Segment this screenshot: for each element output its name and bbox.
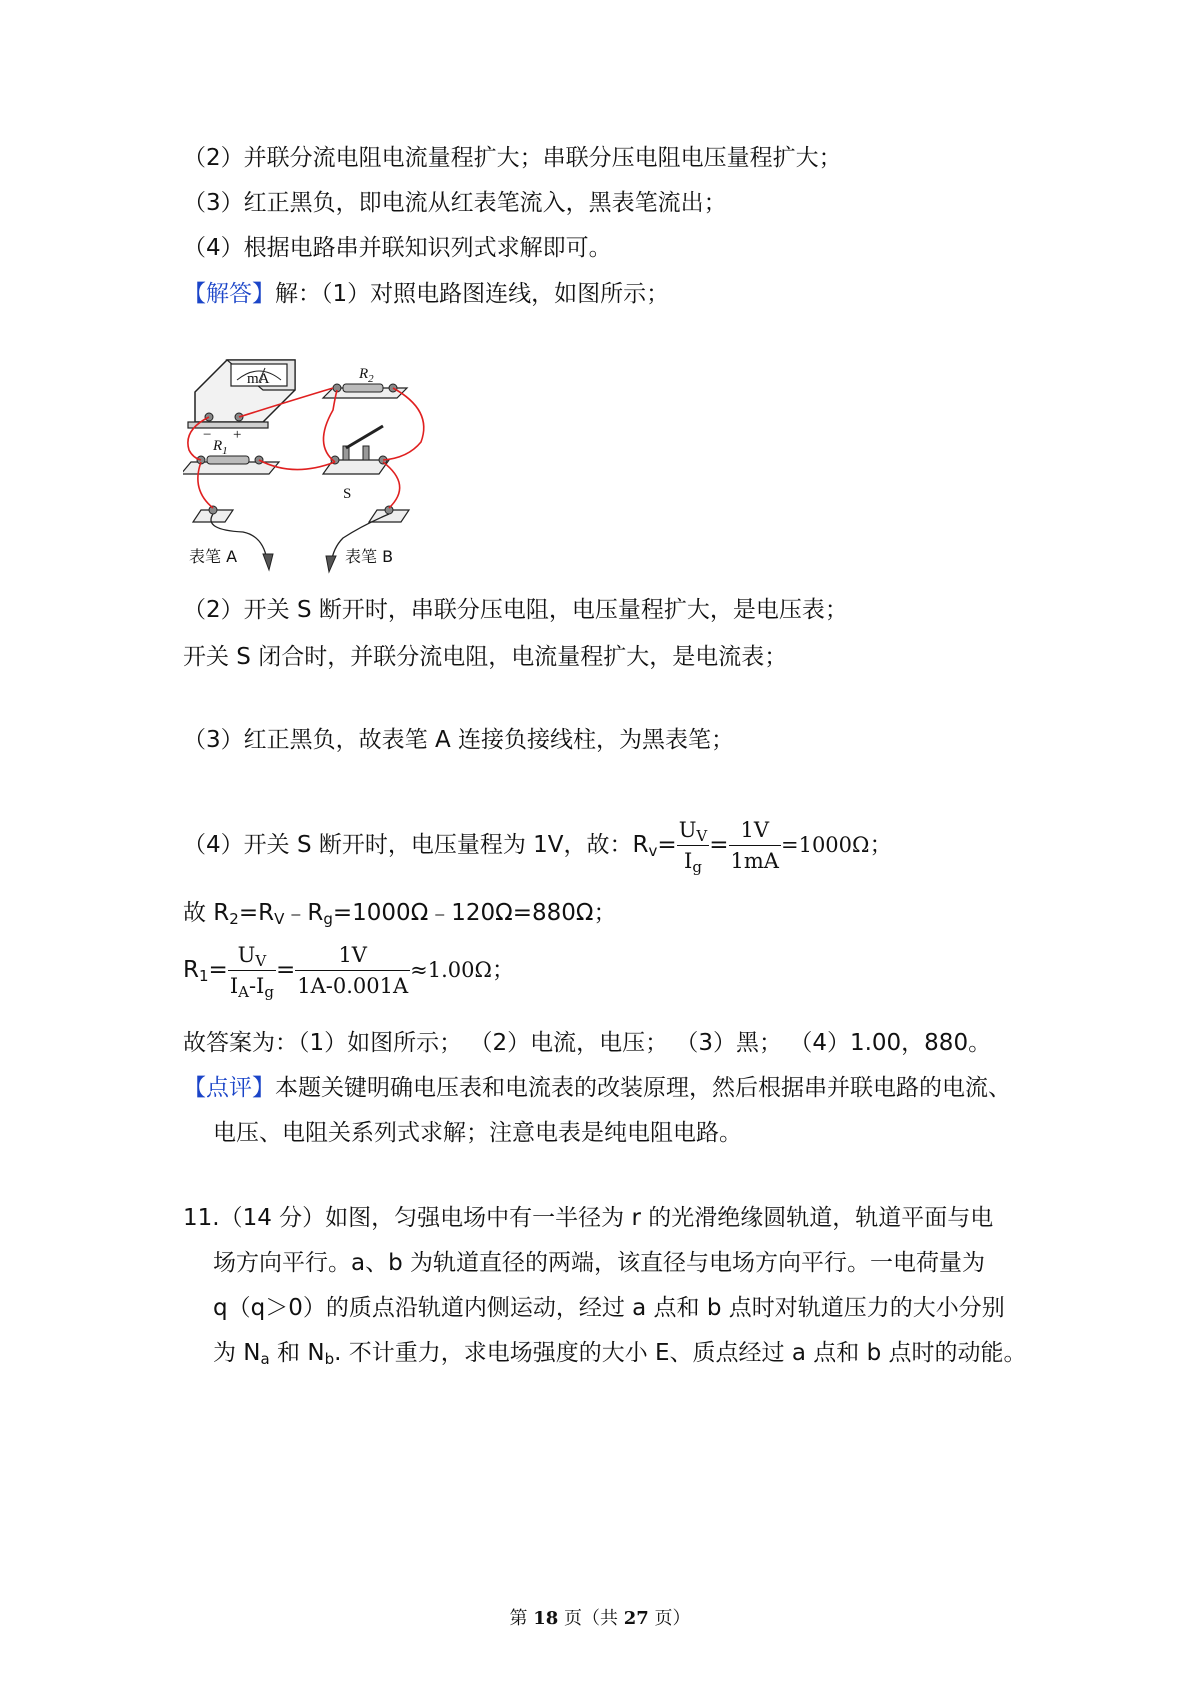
probe-a-tip: [263, 554, 273, 570]
equals: =: [275, 957, 296, 983]
switch-label: S: [343, 486, 352, 502]
denominator: -I: [248, 974, 265, 998]
denominator-sub: A: [238, 983, 249, 1001]
comment-text: 本题关键明确电压表和电流表的改装原理，然后根据串并联电路的电流、: [275, 1075, 1011, 1101]
q-part: 和 N: [269, 1340, 325, 1366]
equals: =: [208, 957, 228, 983]
comment-heading: [183, 1071, 1011, 1105]
equation-r2: [183, 896, 617, 930]
probe-a-label: 表笔 A: [189, 547, 238, 566]
denominator: I: [684, 849, 693, 873]
page-number: 18: [533, 1608, 559, 1629]
equals: =: [709, 832, 729, 858]
eq-text: （4）开关 S 断开时，电压量程为 1V，故：: [183, 832, 633, 858]
answer-heading: [183, 277, 669, 311]
r2-label: $R_2$: [359, 366, 374, 385]
numerator: U: [237, 943, 256, 967]
circuit-figure: [183, 350, 483, 580]
probe-a-block: [189, 506, 273, 570]
footer-text: 第: [509, 1608, 534, 1629]
fraction-uv-ig: [677, 817, 710, 874]
answer-tag: 【解答】: [183, 281, 275, 307]
question-11-line: [213, 1336, 1027, 1370]
eq-part: ﹣R: [284, 900, 324, 926]
eq-part: =R: [238, 900, 275, 926]
text-line: （4）根据电路串并联知识列式求解即可。: [183, 235, 612, 261]
fraction-1v-current: [295, 942, 410, 999]
eq-sub: g: [323, 910, 333, 928]
meter-label: mA: [247, 371, 270, 387]
numerator-sub: V: [255, 952, 267, 970]
numerator: 1V: [295, 942, 410, 971]
text-line: （2）并联分流电阻电流量程扩大；串联分压电阻电压量程扩大；: [183, 145, 842, 171]
equals: =: [657, 832, 677, 858]
numerator: U: [678, 818, 697, 842]
minus-label: −: [203, 427, 212, 443]
footer-text: 页）: [648, 1608, 691, 1629]
text-line: 开关 S 闭合时，并联分流电阻，电流量程扩大，是电流表；: [183, 644, 788, 670]
milliammeter: [188, 360, 295, 443]
eq-sub: 2: [229, 910, 239, 928]
plus-label: +: [233, 427, 242, 443]
numerator: 1V: [729, 817, 781, 846]
denominator: I: [229, 974, 239, 998]
q-sub: a: [260, 1350, 270, 1368]
text-line: （3）红正黑负，即电流从红表笔流入，黑表笔流出；: [183, 190, 727, 216]
probe-b-label: 表笔 B: [345, 547, 394, 566]
question-11-line: q（q＞0）的质点沿轨道内侧运动，经过 a 点和 b 点时对轨道压力的大小分别: [213, 1295, 1005, 1321]
eq-part: 故 R: [183, 900, 230, 926]
result: =1000Ω: [780, 833, 870, 857]
text-line: （3）红正黑负，故表笔 A 连接负接线柱，为黑表笔；: [183, 727, 734, 753]
denominator: 1mA: [730, 849, 779, 873]
probe-b-block: [326, 506, 409, 572]
text-line: （2）开关 S 断开时，串联分压电阻，电压量程扩大，是电压表；: [183, 597, 848, 623]
comment-tag: 【点评】: [183, 1075, 275, 1101]
circuit-diagram: [183, 350, 483, 580]
r1-label: $R_1$: [213, 438, 228, 457]
final-answer: 故答案为：（1）如图所示； （2）电流，电压； （3）黑； （4）1.00，880。: [183, 1030, 992, 1056]
question-11-line: 场方向平行。a、b 为轨道直径的两端，该直径与电场方向平行。一电荷量为: [213, 1250, 986, 1276]
probe-b-tip: [326, 556, 336, 572]
equation-rv: [183, 815, 892, 875]
page-footer: [0, 1604, 1200, 1630]
r1-symbol: R: [183, 957, 199, 983]
eq-end: ；: [869, 832, 893, 858]
fraction-1v-1ma: [729, 817, 781, 874]
denominator: 1A-0.001A: [297, 974, 409, 998]
result: ≈1.00Ω: [410, 958, 492, 982]
numerator-sub: V: [696, 827, 708, 845]
denominator-sub: g: [692, 858, 702, 876]
answer-intro: 解：（1）对照电路图连线，如图所示；: [275, 281, 670, 307]
question-11: 11.（14 分）如图，匀强电场中有一半径为 r 的光滑绝缘圆轨道，轨道平面与电: [183, 1205, 994, 1231]
q-part: . 不计重力，求电场强度的大小 E、质点经过 a 点和 b 点时的动能。: [334, 1340, 1027, 1366]
equation-r1: [183, 940, 515, 1000]
total-pages: 27: [623, 1608, 649, 1629]
eq-end: ；: [491, 957, 515, 983]
footer-text: 页（共: [558, 1608, 624, 1629]
q-sub: b: [324, 1350, 335, 1368]
rv-symbol: R: [632, 832, 649, 858]
comment-continuation: 电压、电阻关系列式求解；注意电表是纯电阻电路。: [213, 1120, 742, 1146]
rv-subscript: v: [648, 842, 658, 860]
fraction-uv-ia-ig: [228, 942, 276, 999]
q-part: 为 N: [213, 1340, 261, 1366]
eq-sub: V: [274, 910, 285, 928]
resistor-r1: [183, 438, 279, 474]
switch-s: [323, 426, 389, 502]
eq-part: =1000Ω﹣120Ω=880Ω；: [332, 900, 617, 926]
denominator-sub: g: [264, 983, 274, 1001]
r1-subscript: 1: [198, 967, 209, 985]
